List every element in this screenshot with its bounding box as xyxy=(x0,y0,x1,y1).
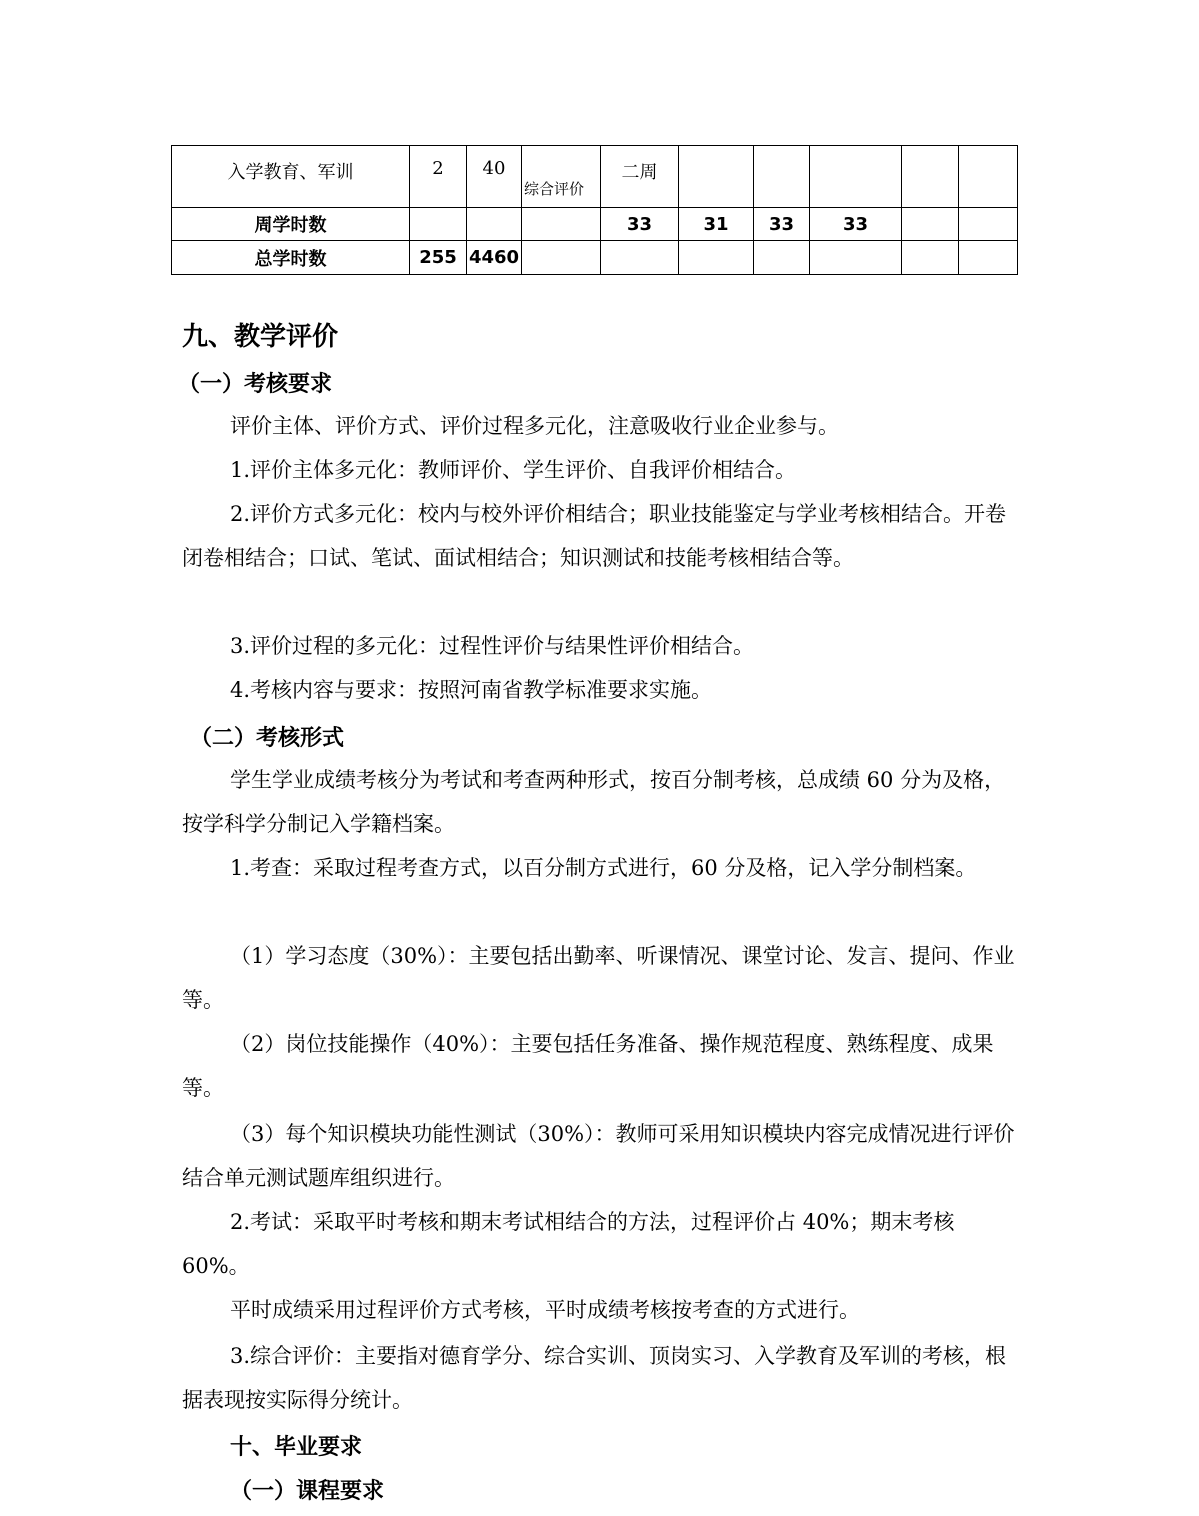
table-cell xyxy=(410,208,467,241)
table-cell xyxy=(902,208,959,241)
table-cell: 33 xyxy=(601,208,679,241)
table-cell: 255 xyxy=(410,241,467,275)
paragraph: 3.评价过程的多元化：过程性评价与结果性评价相结合。 xyxy=(230,634,755,658)
table-cell: 33 xyxy=(754,208,810,241)
table-cell xyxy=(810,146,902,208)
paragraph: 2.评价方式多元化：校内与校外评价相结合；职业技能鉴定与学业考核相结合。开卷闭卷相结合；口试、笔试、面试相结合；知识测试和技能考核相结合等。 xyxy=(182,502,1007,570)
table-cell: 总学时数 xyxy=(172,241,410,275)
subsection-title: （二）考核形式 xyxy=(190,726,345,751)
table-cell: 周学时数 xyxy=(172,208,410,241)
subsection-title: （一）考核要求 xyxy=(178,372,333,397)
schedule-table xyxy=(171,145,1018,275)
table-cell xyxy=(754,241,810,275)
table-cell xyxy=(902,241,959,275)
paragraph: （1）学习态度（30%）：主要包括出勤率、听课情况、课堂讨论、发言、提问、作业等。 xyxy=(182,944,1015,1012)
table-cell xyxy=(754,146,810,208)
table-cell: 入学教育、军训 xyxy=(172,146,410,208)
table-cell: 综合评价 xyxy=(522,146,601,208)
table-row xyxy=(172,208,1018,241)
paragraph: （3）每个知识模块功能性测试（30%）：教师可采用知识模块内容完成情况进行评价结合单元测试题库组织进行。 xyxy=(182,1122,1015,1190)
paragraph: 1.考查：采取过程考查方式，以百分制方式进行，60 分及格，记入学分制档案。 xyxy=(230,856,977,880)
subsection-title: （一）课程要求 xyxy=(230,1479,385,1504)
paragraph: 3.综合评价：主要指对德育学分、综合实训、顶岗实习、入学教育及军训的考核，根据表现按实际得分统计。 xyxy=(182,1344,1007,1412)
table-cell xyxy=(959,241,1018,275)
table-cell: 二周 xyxy=(601,146,679,208)
paragraph: 评价主体、评价方式、评价过程多元化，注意吸收行业企业参与。 xyxy=(230,414,839,438)
table-row xyxy=(172,241,1018,275)
table-cell xyxy=(467,208,522,241)
table-cell xyxy=(959,146,1018,208)
table-cell xyxy=(810,241,902,275)
table-cell: 4460 xyxy=(467,241,522,275)
section-title: 十、毕业要求 xyxy=(230,1435,363,1460)
section-title: 九、教学评价 xyxy=(182,322,339,352)
table-cell: 31 xyxy=(679,208,754,241)
table-cell xyxy=(902,146,959,208)
table-row xyxy=(172,146,1018,208)
paragraph: 学生学业成绩考核分为考试和考查两种形式，按百分制考核，总成绩 60 分为及格，按学科学分制记入学籍档案。 xyxy=(182,768,1006,836)
paragraph: 1.评价主体多元化：教师评价、学生评价、自我评价相结合。 xyxy=(230,458,797,482)
table-cell xyxy=(601,241,679,275)
table-cell xyxy=(679,146,754,208)
table-cell: 40 xyxy=(467,146,522,208)
table-cell xyxy=(522,208,601,241)
table-cell xyxy=(522,241,601,275)
table-cell xyxy=(959,208,1018,241)
table-cell: 2 xyxy=(410,146,467,208)
table-cell xyxy=(679,241,754,275)
table-cell: 33 xyxy=(810,208,902,241)
paragraph: 4.考核内容与要求：按照河南省教学标准要求实施。 xyxy=(230,678,713,702)
paragraph: 平时成绩采用过程评价方式考核，平时成绩考核按考查的方式进行。 xyxy=(230,1298,860,1322)
paragraph: （2）岗位技能操作（40%）：主要包括任务准备、操作规范程度、熟练程度、成果等。 xyxy=(182,1032,994,1100)
paragraph: 2.考试：采取平时考核和期末考试相结合的方法，过程评价占 40%；期末考核 60%。 xyxy=(182,1210,955,1278)
